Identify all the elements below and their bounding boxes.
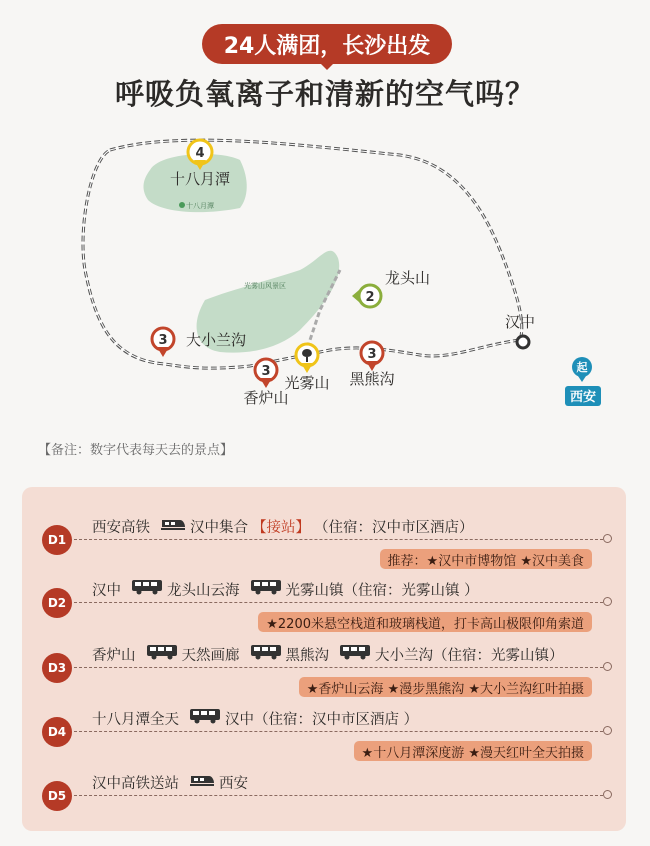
day-row-d4 [22, 703, 626, 763]
banner-pointer [319, 62, 335, 70]
marker-guangwushan [296, 344, 318, 373]
day-badge: D4 [42, 717, 72, 747]
marker-xianglushan [255, 359, 277, 388]
label-xianglushan: 香炉山 [243, 389, 289, 407]
route-text [92, 707, 422, 729]
label-heixionggou: 黑熊沟 [349, 370, 395, 388]
marker-daxiaolangou [152, 328, 174, 357]
label-longtoushan: 龙头山 [385, 269, 431, 287]
route-stop: 天然画廊 [181, 647, 240, 664]
title-banner [202, 24, 452, 64]
headline: 呼吸负氧离子和清新的空气吗？ [114, 77, 535, 111]
divider [74, 731, 608, 732]
route-stop: 汉中（住宿：汉中市区酒店 ） [225, 711, 419, 728]
route-stop: 龙头山云海 [167, 582, 240, 599]
day-row-d3 [22, 639, 626, 699]
day-row-d5 [22, 767, 626, 827]
divider-end [603, 662, 612, 671]
bus-icon [250, 579, 282, 599]
highlight-tag: ★香炉山云海 ★漫步黑熊沟 ★大小兰沟红叶拍摄 [299, 677, 592, 697]
route-stop: 汉中 [92, 582, 121, 599]
label-hanzhong: 汉中 [504, 313, 536, 331]
bus-icon [250, 644, 282, 664]
route-text [92, 515, 478, 537]
train-icon [189, 773, 215, 791]
svg-text:3: 3 [158, 333, 168, 348]
pickup-highlight: 【接站】 [252, 519, 310, 536]
route-stop: 香炉山 [92, 647, 136, 664]
itinerary-panel [22, 487, 626, 831]
green-dot [179, 202, 185, 208]
divider-end [603, 597, 612, 606]
svg-text:起: 起 [576, 361, 588, 374]
label-daxiaolangou: 大小兰沟 [186, 331, 247, 349]
green-label-guangwushan: 光雾山风景区 [244, 282, 286, 290]
bus-icon [339, 644, 371, 664]
route-stop: 西安 [219, 775, 248, 792]
divider [74, 539, 608, 540]
highlight-tag: ★2200米悬空栈道和玻璃栈道，打卡高山极限仰角索道 [258, 612, 592, 632]
svg-text:2: 2 [365, 290, 375, 305]
route-stop: 光雾山镇（住宿：光雾山镇 ） [285, 582, 479, 599]
divider-end [603, 790, 612, 799]
route-stop: 大小兰沟（住宿：光雾山镇） [375, 647, 564, 664]
bus-icon [146, 644, 178, 664]
bus-icon [189, 708, 221, 728]
day-row-d1 [22, 511, 626, 571]
day-badge: D3 [42, 653, 72, 683]
svg-text:3: 3 [367, 347, 377, 362]
route-stop: 汉中高铁送站 [92, 775, 179, 792]
route-text [92, 643, 568, 665]
divider-end [603, 726, 612, 735]
day-badge: D5 [42, 781, 72, 811]
route-stop: 西安高铁 [92, 519, 150, 536]
marker-heixionggou [361, 342, 383, 371]
hanzhong-city-marker [517, 336, 529, 348]
marker-longtoushan [352, 285, 381, 307]
divider [74, 602, 608, 603]
label-xian: 西安 [569, 390, 597, 405]
banner-text: 24人满团，长沙出发 [223, 33, 431, 59]
bus-icon [131, 579, 163, 599]
map-note: 【备注：数字代表每天去的景点】 [38, 443, 234, 458]
label-shibayuetan: 十八月潭 [169, 170, 231, 188]
route-stop: 黑熊沟 [285, 647, 329, 664]
train-icon [160, 517, 186, 535]
day-badge: D1 [42, 525, 72, 555]
divider-end [603, 534, 612, 543]
route-stop: 汉中集合 [190, 519, 248, 536]
label-guangwushan: 光雾山 [284, 374, 330, 392]
route-text [92, 578, 483, 600]
divider [74, 795, 608, 796]
divider [74, 667, 608, 668]
day-badge: D2 [42, 588, 72, 618]
day-row-d2 [22, 574, 626, 634]
svg-text:4: 4 [195, 146, 205, 161]
route-map [0, 120, 650, 420]
svg-text:3: 3 [261, 364, 271, 379]
route-stop: 十八月潭全天 [92, 711, 179, 728]
green-label-shibayuetan: 十八月潭 [186, 202, 214, 210]
lodging: （住宿：汉中市区酒店） [314, 519, 474, 536]
route-text [92, 771, 252, 793]
highlight-tag: ★十八月潭深度游 ★漫天红叶全天拍摄 [354, 741, 592, 761]
start-pin-icon [572, 357, 592, 382]
highlight-tag: 推荐：★汉中市博物馆 ★汉中美食 [380, 549, 592, 569]
